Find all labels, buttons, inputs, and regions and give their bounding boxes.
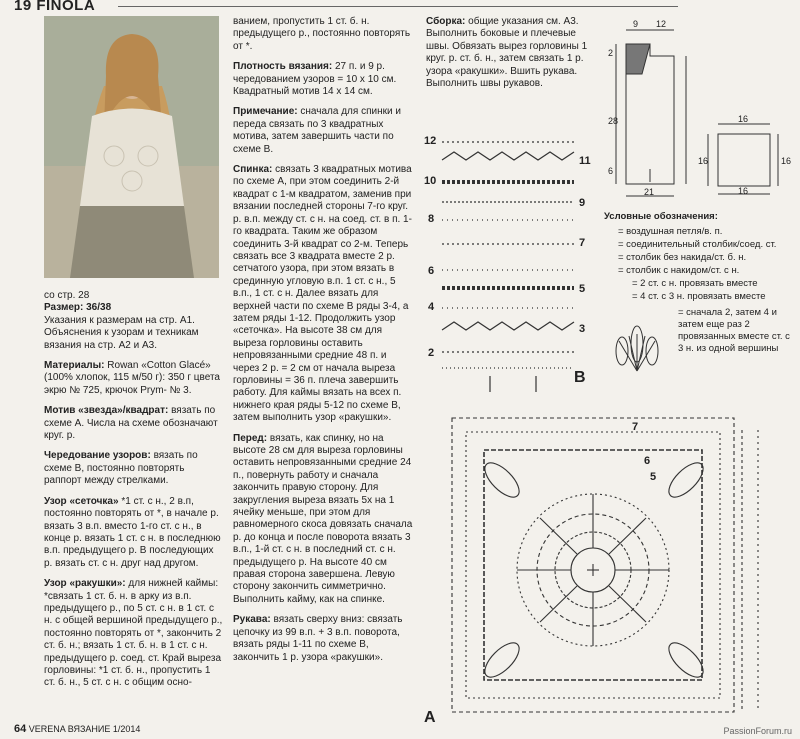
round-label-6: 6: [644, 455, 651, 467]
row-label-3: 3: [579, 323, 586, 335]
size-text: Указания к размерам на стр. А1. Объяснения к узорам и техникам вязания на стр. А2 и А3.: [44, 314, 199, 351]
diagram-a-label: A: [424, 709, 436, 722]
diagram-b-label: B: [574, 369, 586, 386]
alternation-text: вязать по схеме В, постоянно повторять раппорт между стрелками.: [44, 450, 198, 487]
motif-label: Мотив «звезда»/квадрат:: [44, 405, 169, 417]
model-illustration: [44, 16, 219, 278]
note-text: сначала для спинки и переда связать по 3 квадратных мотива, затем завершить части по схеме В.: [233, 106, 401, 155]
dim-21: 21: [644, 187, 655, 197]
row-label-2: 2: [428, 347, 435, 359]
net-label: Узор «сеточка»: [44, 495, 119, 507]
cont-text: ванием, пропустить 1 ст. б. н. предыдущего р., постоянно повторять от *.: [233, 16, 411, 52]
sleeves-label: Рукава:: [233, 614, 271, 626]
row-label-12: 12: [424, 135, 437, 147]
row-label-6: 6: [428, 265, 435, 277]
assembly-label: Сборка:: [426, 16, 466, 27]
size-value: 36/38: [86, 302, 112, 314]
dim-28: 28: [608, 116, 619, 126]
cluster-stitch-icon: [604, 316, 670, 376]
dim-2: 2: [608, 48, 614, 58]
page-number: 64: [14, 723, 27, 735]
row-label-9: 9: [579, 197, 586, 209]
row-label-8: 8: [428, 213, 435, 225]
legend-item: = столбик без накида/ст. б. н.: [618, 252, 747, 263]
motif-text: вязать по схеме А. Числа на схеме обозначают круг. р.: [44, 405, 218, 442]
legend-title: Условные обозначения:: [604, 211, 718, 222]
right-column: [426, 16, 598, 98]
density-text: 27 п. и 9 р. чередованием узоров = 10 х 10 см. Квадратный мотив 14 х 14 см.: [233, 61, 397, 98]
garment-schematic: [606, 14, 796, 200]
legend-item: = воздушная петля/в. п.: [618, 226, 723, 237]
header-rule: [118, 6, 678, 7]
dim-16-right: 16: [781, 156, 792, 166]
sleeves-text: вязать сверху вниз: связать цепочку из 99 в.п. + 3 в.п. поворота, вязать ряды 1-11 по схеме В, закончить 1 р. узора «ракушки».: [233, 614, 403, 663]
dim-12: 12: [656, 19, 667, 29]
stitch-diagram-a: [424, 410, 776, 722]
shell-label: Узор «ракушки»:: [44, 578, 126, 590]
row-label-10: 10: [424, 175, 437, 187]
model-photo: [44, 16, 219, 278]
round-label-7: 7: [632, 421, 639, 433]
front-text: вязать, как спинку, но на высоте 28 см для выреза горловины оставить непровязанными средние 24 п., повернуть работу и сначала закончить правую сторону. Для закругления выреза вязать 5х на 1 ячейку меньше, при этом для равномерного скоса довязать сначала р. до конца и после поворота вязать 3 в.п., 1-й ст. с н. в последний ст. с н. предыдущего р. На высоте 40 см правая сторона завершена. Левую сторону закончить симметрично. Выполнить кайму, как на спинке.: [233, 432, 413, 605]
row-label-4: 4: [428, 301, 435, 313]
dim-16-bottom: 16: [738, 186, 749, 196]
materials-label: Материалы:: [44, 360, 105, 372]
net-text: *1 ст. с н., 2 в.п, постоянно повторять от *, в начале р. вязать 3 в.п. вместо 1-го ст. с н., в конце р. вязать 1 ст. с н. в последнюю в.п. предыдущего р. В последующих р. вязать ст. с н. друг над другом.: [44, 495, 221, 569]
legend-item: = соединительный столбик/соед. ст.: [618, 239, 777, 250]
row-label-7: 7: [579, 237, 586, 249]
middle-column: [233, 16, 413, 672]
legend-item: = 2 ст. с н. провязать вместе: [632, 278, 758, 289]
legend-note: = сначала 2, затем 4 и затем еще раз 2 провязанных вместе ст. с 3 н. из одной вершины: [678, 307, 790, 354]
page-ref: со стр. 28: [44, 290, 90, 301]
page-footer: [14, 723, 140, 735]
row-label-11: 11: [579, 155, 591, 167]
round-label-5: 5: [650, 471, 657, 483]
dim-9: 9: [633, 19, 639, 29]
size-label: Размер:: [44, 302, 84, 314]
dim-6: 6: [608, 166, 614, 176]
page-header: [0, 0, 800, 14]
magazine-name: VERENA ВЯЗАНИЕ 1/2014: [28, 724, 141, 734]
front-label: Перед:: [233, 432, 268, 444]
assembly-text: общие указания см. А3. Выполнить боковые и плечевые швы. Обвязать вырез горловины 1 круг. р. ст. б. н., затем связать 1 р. узора «ракушки». Вшить рукава. Выполнить швы рукавов.: [426, 16, 588, 90]
back-label: Спинка:: [233, 164, 273, 176]
legend-item: = столбик с накидом/ст. с н.: [618, 265, 740, 276]
left-column: [44, 290, 224, 698]
pattern-title: 19 FINOLA: [14, 0, 96, 14]
note-label: Примечание:: [233, 106, 298, 118]
stitch-diagram-b: [424, 124, 604, 392]
row-label-5: 5: [579, 283, 586, 295]
dim-16-left: 16: [698, 156, 709, 166]
dim-16-top: 16: [738, 114, 749, 124]
legend-item: = 4 ст. с 3 н. провязать вместе: [632, 291, 766, 302]
back-text: связать 3 квадратных мотива по схеме А, при этом соединить 2-й квадрат с 1-м квадратом, заменив при вязании последней стороны 7-го круг. р. в.п. между ст. с н. на соед. ст. в п. 1-го квадрата. Таким же образом соединить 3-й квадрат со 2-м. Теперь связать все 3 квадрата вместе 2 р. сетчатого узора, при этом вязать в срединную угловую в.п. 1 ст. с н., 5 в.п., 1 ст. с н. Далее вязать для верхней части по схеме В ряды 3-4, а затем ряды 1-12. Продолжить узор «сеточка». На высоте 38 см для выреза горловины оставить непровязанными средние 48 п. и через 2 р. = 2 см от начала выреза горловины = 36 п. плеча завершить работу. Для каймы вязать на всех п. нижнего края ряды 5-12 по схеме В, затем выполнить узор «ракушки».: [233, 164, 412, 424]
density-label: Плотность вязания:: [233, 61, 333, 73]
watermark: PassionForum.ru: [723, 726, 792, 736]
alternation-label: Чередование узоров:: [44, 450, 151, 462]
shell-text: для нижней каймы: *связать 1 ст. б. н. в арку из в.п. предыдущего р., по 5 ст. с н. в 1 ст. с н. с общей вершиной предыдущего р., постоянно повторять от *, закончить 2 ст. б. н.; вязать 1 ст. б. н. в 1 ст. с н. предыдущего р. соед. ст. Край выреза горловины: *1 ст. б. н., пропустить 1 ст. б. н., 5 ст. с н. с общим осно-: [44, 578, 223, 689]
materials-text: Rowan «Cotton Glacé» (100% хлопок, 115 м/50 г): 350 г цвета экрю № 725, крючок Prym- № 3.: [44, 360, 220, 396]
